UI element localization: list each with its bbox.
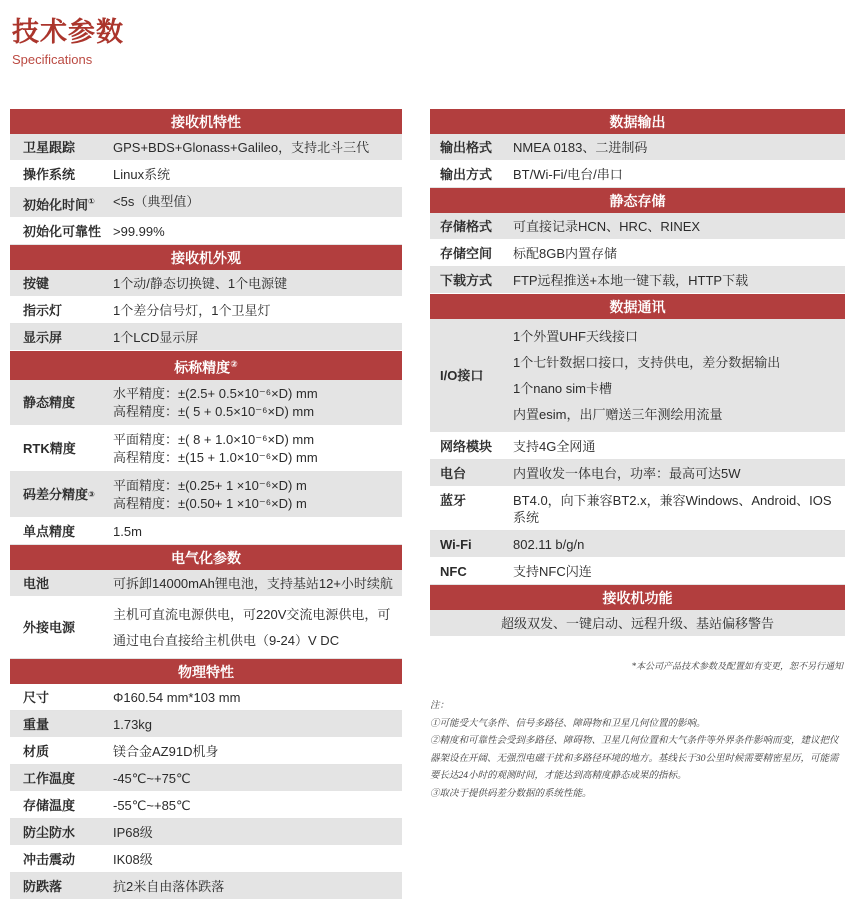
section-header: 接收机外观 <box>10 245 402 270</box>
spec-value <box>113 518 402 544</box>
spec-label: 防尘防水 <box>23 824 76 840</box>
spec-value <box>113 765 402 791</box>
spec-value-line: -45℃~+75℃ <box>113 770 191 786</box>
spec-row <box>430 240 845 267</box>
spec-row <box>10 426 402 472</box>
spec-label: 重量 <box>23 716 50 732</box>
spec-value-line: 可直接记录HCN、HRC、RINEX <box>513 219 701 234</box>
section-header: 数据输出 <box>430 109 845 134</box>
spec-row <box>430 433 845 460</box>
spec-label: 码差分精度 ③ <box>23 486 95 502</box>
spec-value <box>113 472 402 517</box>
section-header: 静态存储 <box>430 188 845 213</box>
spec-value-line: -55℃~+85℃ <box>113 797 191 813</box>
footnote-marker: ② <box>230 359 238 370</box>
spec-value-line: BT4.0，向下兼容BT2.x，兼容Windows、Android、IOS系统 <box>513 493 832 525</box>
spec-value-line: 1个七针数据口接口，支持供电，差分数据输出 <box>513 355 781 370</box>
spec-row <box>10 738 402 765</box>
spec-value-line: <5s（典型值） <box>113 194 200 209</box>
spec-row <box>10 711 402 738</box>
spec-value-line: 802.11 b/g/n <box>513 537 585 552</box>
spec-label: 工作温度 <box>23 770 76 786</box>
spec-label: 蓝牙 <box>440 493 467 508</box>
footnote-marker: ③ <box>88 489 95 499</box>
spec-value <box>513 319 845 432</box>
spec-value-line: 可拆卸14000mAh锂电池，支持基站12+小时续航 <box>113 575 393 591</box>
spec-row <box>10 684 402 711</box>
spec-row <box>10 134 402 161</box>
spec-value <box>113 711 402 737</box>
spec-value-line: 1个外置UHF天线接口 <box>513 329 638 344</box>
spec-value-line: BT/Wi-Fi/电台/串口 <box>513 167 623 182</box>
spec-row <box>10 324 402 351</box>
spec-value <box>513 240 845 266</box>
spec-value <box>113 218 402 244</box>
spec-row <box>430 213 845 240</box>
note-line: ①可能受大气条件、信号多路径、障碍物和卫星几何位置的影响。 <box>430 718 706 729</box>
note-line: ②精度和可靠性会受到多路径、障碍物、卫星几何位置和大气条件等外界条件影响而变，建议把仪器架设在开阔、无强烈电磁干扰和多路径环境的地方。基线长于30公里时候需要精密星历，可能需要长达24小时的观测时间，才能达到高精度静态成果的指标。 <box>430 736 839 782</box>
footnote-marker: ① <box>88 197 95 206</box>
spec-row <box>430 134 845 161</box>
spec-value <box>113 570 402 596</box>
spec-value <box>513 134 845 160</box>
page-subtitle: Specifications <box>12 52 93 67</box>
spec-value-line: 支持NFC闪连 <box>513 564 592 579</box>
page-title: 技术参数 <box>12 17 124 47</box>
spec-label: 尺寸 <box>23 689 50 705</box>
spec-value <box>113 324 402 350</box>
spec-value <box>501 610 774 636</box>
note-line: ③取决于提供码差分数据的系统性能。 <box>430 788 592 799</box>
spec-label: 单点精度 <box>23 523 76 539</box>
spec-label: 显示屏 <box>23 330 63 346</box>
spec-row <box>10 161 402 188</box>
spec-row <box>10 597 402 659</box>
spec-value <box>513 161 845 187</box>
spec-value-line: 镁合金AZ91D机身 <box>113 743 219 759</box>
spec-value-line: 通过电台直接给主机供电（9-24）V DC <box>113 632 340 648</box>
spec-value-line: 1个LCD显示屏 <box>113 330 199 346</box>
spec-value <box>513 267 845 293</box>
spec-label: 初始化时间① <box>23 197 95 213</box>
spec-value-line: 超级双发、一键启动、远程升级、基站偏移警告 <box>500 616 774 631</box>
spec-value-line: 支持4G全网通 <box>513 439 596 454</box>
notes-title: 注： <box>430 701 450 711</box>
spec-value <box>113 738 402 764</box>
section-header: 标称精度② <box>10 351 402 380</box>
spec-label: 指示灯 <box>23 303 63 319</box>
spec-label: 电台 <box>440 466 467 481</box>
spec-value <box>513 433 845 459</box>
spec-row <box>10 380 402 426</box>
spec-label: 外接电源 <box>23 619 76 635</box>
spec-label: 按键 <box>23 276 50 292</box>
right-column <box>430 109 845 803</box>
spec-label: Wi-Fi <box>440 537 472 552</box>
spec-value <box>513 531 845 557</box>
spec-label: RTK精度 <box>23 440 76 456</box>
spec-label: I/O接口 <box>440 368 484 383</box>
spec-row <box>10 819 402 846</box>
spec-label: 防跌落 <box>23 878 63 894</box>
spec-row <box>430 558 845 585</box>
spec-row <box>430 161 845 188</box>
section-header: 数据通讯 <box>430 294 845 319</box>
spec-value-line: 1.73kg <box>113 716 153 732</box>
spec-label: 操作系统 <box>23 167 76 182</box>
spec-label: 静态精度 <box>23 394 76 410</box>
spec-row <box>430 319 845 433</box>
spec-row <box>10 792 402 819</box>
spec-label: 冲击震动 <box>23 851 76 867</box>
spec-label: 输出方式 <box>440 167 493 182</box>
section-header: 接收机功能 <box>430 585 845 610</box>
spec-label: 初始化可靠性 <box>23 224 102 240</box>
spec-value-line: 高程精度：±(15 + 1.0×10⁻⁶×D) mm <box>113 449 318 465</box>
spec-value <box>513 213 845 239</box>
spec-label: 材质 <box>23 743 50 759</box>
spec-row <box>430 267 845 294</box>
spec-value <box>113 684 402 710</box>
spec-row <box>10 873 402 900</box>
spec-value-line: 平面精度：±( 8 + 1.0×10⁻⁶×D) mm <box>113 431 315 447</box>
spec-value <box>113 792 402 818</box>
spec-value-line: 高程精度：±( 5 + 0.5×10⁻⁶×D) mm <box>113 403 315 419</box>
spec-label: 网络模块 <box>440 439 493 454</box>
spec-row <box>430 460 845 487</box>
spec-row <box>10 270 402 297</box>
spec-row <box>10 518 402 545</box>
left-column <box>10 109 402 900</box>
spec-value-line: Φ160.54 mm*103 mm <box>113 689 241 705</box>
spec-label: 输出格式 <box>440 140 493 155</box>
spec-row <box>430 610 845 637</box>
spec-label: 卫星跟踪 <box>23 140 76 155</box>
spec-label: 存储温度 <box>23 797 76 813</box>
spec-value <box>113 846 402 872</box>
spec-label: 存储空间 <box>440 246 493 261</box>
spec-value-line: 1个差分信号灯，1个卫星灯 <box>113 303 271 319</box>
right-column-tables <box>430 109 845 637</box>
spec-value-line: NMEA 0183、二进制码 <box>513 140 648 155</box>
spec-value-line: IP68级 <box>113 824 153 840</box>
spec-value-line: 标配8GB内置存储 <box>513 246 618 261</box>
spec-value <box>113 597 402 658</box>
spec-value <box>513 487 845 530</box>
spec-value-line: 水平精度：±(2.5+ 0.5×10⁻⁶×D) mm <box>113 385 318 401</box>
spec-value <box>113 380 402 425</box>
spec-value <box>513 558 845 584</box>
spec-value <box>513 460 845 486</box>
spec-label: NFC <box>440 564 467 579</box>
spec-value-line: 1.5m <box>113 523 142 539</box>
spec-row <box>10 570 402 597</box>
spec-row <box>10 472 402 518</box>
spec-value-line: 高程精度：±(0.50+ 1 ×10⁻⁶×D) m <box>113 495 307 511</box>
spec-row <box>430 531 845 558</box>
spec-value-line: FTP远程推送+本地一键下载，HTTP下载 <box>513 273 749 288</box>
spec-value-line: 平面精度：±(0.25+ 1 ×10⁻⁶×D) m <box>113 477 307 493</box>
spec-value <box>113 161 402 187</box>
disclaimer-note: *本公司产品技术参数及配置如有变更，恕不另行通知 <box>631 661 843 671</box>
spec-value-line: 1个动/静态切换键、1个电源键 <box>113 276 288 292</box>
spec-value-line: 主机可直流电源供电，可220V交流电源供电，可 <box>113 606 391 622</box>
spec-value-line: Linux系统 <box>113 167 171 182</box>
spec-row <box>10 297 402 324</box>
spec-value <box>113 873 402 899</box>
spec-value-line: 内置收发一体电台，功率：最高可达5W <box>513 466 741 481</box>
section-header: 接收机特性 <box>10 109 402 134</box>
notes-list <box>430 716 845 804</box>
spec-label: 下载方式 <box>440 273 493 288</box>
spec-row <box>10 846 402 873</box>
spec-row <box>10 218 402 245</box>
spec-value-line: GPS+BDS+Glonass+Galileo，支持北斗三代 <box>113 140 370 155</box>
spec-label: 电池 <box>23 575 50 591</box>
spec-value <box>113 188 402 217</box>
spec-value-line: 内置esim，出厂赠送三年测绘用流量 <box>513 407 723 422</box>
section-header: 电气化参数 <box>10 545 402 570</box>
spec-value-line: 抗2米自由落体跌落 <box>113 878 225 894</box>
spec-value-line: >99.99% <box>113 224 165 240</box>
spec-value <box>113 297 402 323</box>
spec-row <box>10 188 402 218</box>
notes-block <box>430 698 845 803</box>
spec-value <box>113 134 402 160</box>
spec-value <box>113 270 402 296</box>
spec-value-line: IK08级 <box>113 851 153 867</box>
spec-columns <box>10 109 845 900</box>
section-header: 物理特性 <box>10 659 402 684</box>
spec-value <box>113 426 402 471</box>
spec-row <box>10 765 402 792</box>
spec-label: 存储格式 <box>440 219 493 234</box>
spec-value-line: 1个nano sim卡槽 <box>513 381 612 396</box>
spec-row <box>430 487 845 531</box>
